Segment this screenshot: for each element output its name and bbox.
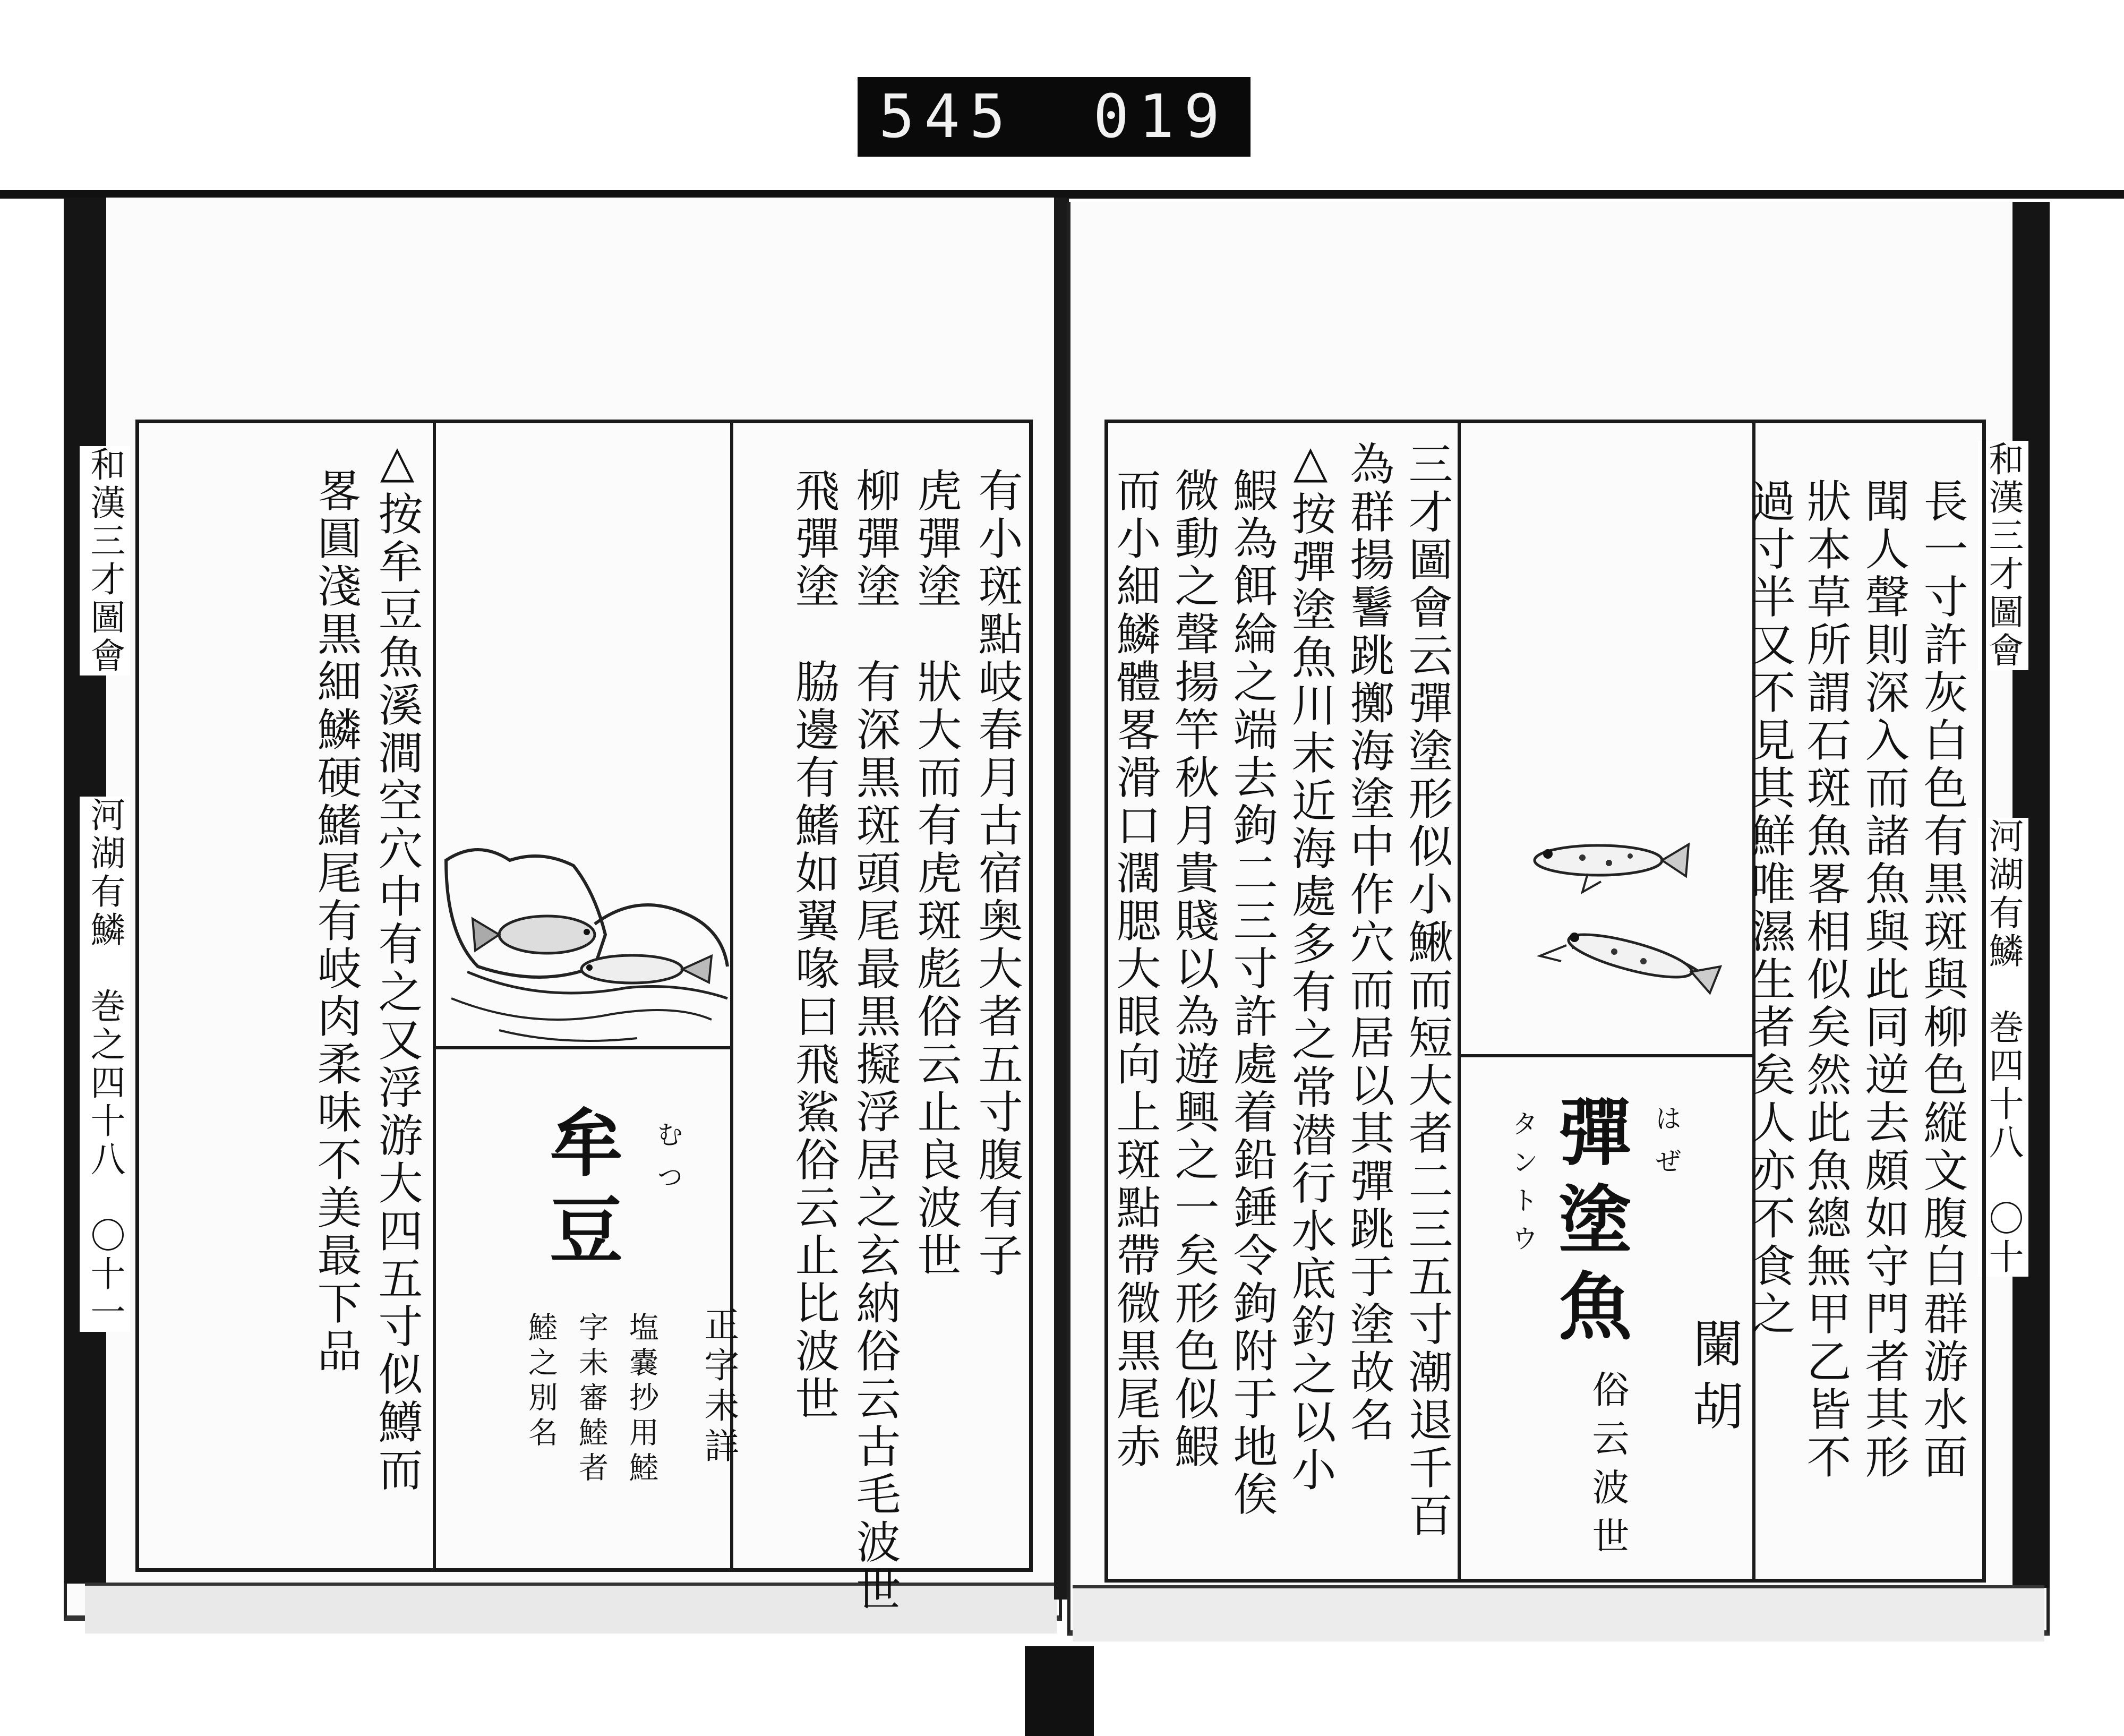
left-entry-reading: むつ [653,1121,683,1205]
left-page-edge-chapter: 河湖有鱗 巻之四十八 〇十一 [80,797,130,1332]
left-text-col-2: 虎彈塗 狀大而有虎斑彪俗云止良波世 [910,467,962,1280]
right-page-edge-title: 和漢三才圖會 [1978,441,2028,670]
left-text-col-4: 飛彈塗 脇邊有鰭如翼喙曰飛鯊俗云止比波世 [788,467,840,1423]
right-entry-title: 彈塗魚 [1546,1094,1633,1355]
right-text-col-6: 而小細鱗體畧滑口濶腮大眼向上斑點帶微黒尾赤 [1109,467,1161,1471]
left-page-bottom-edge [85,1583,1057,1634]
gutter-bottom-block [1025,1646,1094,1736]
right-entry-reading-side: タントウ [1508,1110,1538,1263]
microfilm-frame-label [858,77,1251,157]
frame-number-right: 019 [1093,82,1229,151]
right-text-top-col-4: 過寸半又不見其鮮唯濕生者矣人亦不食之 [1744,478,1796,1338]
mudskipper-illustration [1508,813,1731,1004]
right-page-bottom-edge [1073,1585,2044,1641]
left-page-edge-title: 和漢三才圖會 [80,446,130,675]
right-text-col-2: 為群揚鬐跳擲海塗中作穴而居以其彈跳于塗故名 [1343,441,1395,1444]
left-text-col-1: 有小斑點岐春月古宿奥大者五寸腹有子 [971,467,1023,1280]
right-entry-reading-top: はぜ [1651,1105,1682,1190]
left-entry-note-2: 塩嚢抄用鯥 [624,1312,659,1487]
right-text-col-5: 微動之聲揚竿秋月貴賤以為遊興之一矣形色似鰕 [1168,467,1220,1471]
mutsu-fish-illustration [435,828,727,1051]
right-entry-note-2: 俗云波世 [1586,1370,1630,1566]
frame-number-left: 545 [879,82,1015,151]
left-text-col-5: △按牟豆魚溪澗空穴中有之又浮游大四五寸似鱒而 [371,435,423,1494]
right-text-col-1: 三才圖會云彈塗形似小鰍而短大者二三五寸潮退千百 [1401,441,1453,1540]
left-text-col-6: 畧圓淺黒細鱗硬鰭尾有岐肉柔味不美最下品 [310,467,362,1375]
right-entry-note-1: 闌胡 [1684,1317,1744,1442]
left-text-col-3: 柳彈塗 有深黒斑頭尾最黒擬浮居之玄納俗云古毛波世 [849,467,901,1614]
left-entry-note-3: 字未審鯥者 [574,1312,609,1487]
left-entry-title: 牟豆 [537,1105,624,1279]
right-text-col-3: △按彈塗魚川末近海處多有之常潜行水底釣之以小 [1284,435,1337,1494]
right-page-edge-chapter: 河湖有鱗 巻四十八 〇十 [1978,818,2028,1277]
book-gutter [1054,198,1069,1600]
right-text-col-4: 鰕為餌綸之端去鉤二三寸許處着鉛錘令鉤附于地俟 [1226,467,1278,1519]
left-entry-note-1: 正字未詳 [698,1306,739,1468]
right-text-top-col-2: 聞人聲則深入而諸魚與此同逆去頗如守門者其形 [1858,478,1910,1482]
left-entry-note-4: 鯥之別名 [524,1312,558,1452]
right-divider-1 [1458,420,1461,1583]
right-text-top-col-1: 長一寸許灰白色有黒斑與柳色縦文腹白群游水面 [1916,478,1968,1482]
right-text-top-col-3: 狀本草所謂石斑魚畧相似矣然此魚總無甲乙皆不 [1800,478,1852,1482]
right-illus-divider [1458,1054,1752,1057]
